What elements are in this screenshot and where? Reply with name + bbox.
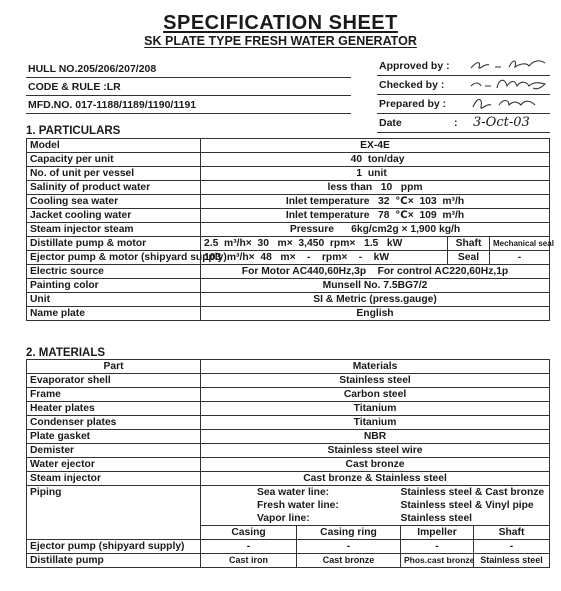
date-colon: : xyxy=(454,117,458,129)
piping-line-material: Stainless steel & Vinyl pipe xyxy=(401,499,550,512)
table-header-row xyxy=(27,360,550,374)
document-subtitle: SK PLATE TYPE FRESH WATER GENERATOR xyxy=(144,34,417,48)
piping-line-label: Fresh water line: xyxy=(201,499,401,512)
piping-line-material: Stainless steel & Cast bronze xyxy=(401,486,550,500)
hull-number: HULL NO.205/206/207/208 xyxy=(26,60,351,78)
part-label: Steam injector xyxy=(27,472,201,486)
date-label: Date xyxy=(379,117,402,129)
table-row xyxy=(27,499,550,512)
cooling-value: Inlet temperature 32 ℃× 103 m³/h xyxy=(201,195,550,209)
part-label: Frame xyxy=(27,388,201,402)
table-row xyxy=(27,153,550,167)
table-row xyxy=(27,251,550,265)
approved-signature-icon xyxy=(469,55,549,75)
prepared-row xyxy=(377,95,550,114)
piping-line-label: Vapor line: xyxy=(201,512,401,526)
steam-value: Pressure 6kg/cm2g × 1,900 kg/h xyxy=(201,223,550,237)
date-row xyxy=(377,114,550,133)
table-row xyxy=(27,167,550,181)
jacket-label: Jacket cooling water xyxy=(27,209,201,223)
materials-heading: 2. MATERIALS xyxy=(26,347,106,359)
piping-line-label: Sea water line: xyxy=(201,486,401,500)
pump-material-value: - xyxy=(474,540,550,554)
capacity-value: 40 ton/day xyxy=(201,153,550,167)
materials-table xyxy=(26,359,550,568)
table-row xyxy=(27,416,550,430)
distillate-value: 2.5 m³/h× 30 m× 3,450 rpm× 1.5 kW xyxy=(201,237,448,251)
table-row xyxy=(27,458,550,472)
table-row xyxy=(27,402,550,416)
table-row xyxy=(27,444,550,458)
prepared-signature-icon xyxy=(469,93,549,113)
nameplate-value: English xyxy=(201,307,550,321)
table-row xyxy=(27,293,550,307)
table-row xyxy=(27,512,550,526)
jacket-value: Inlet temperature 78 ℃× 109 m³/h xyxy=(201,209,550,223)
electric-label: Electric source xyxy=(27,265,201,279)
table-row xyxy=(27,181,550,195)
table-row xyxy=(27,472,550,486)
material-value: NBR xyxy=(201,430,550,444)
date-value: 3-Oct-03 xyxy=(473,115,530,130)
shaft-header: Shaft xyxy=(448,237,490,251)
table-row xyxy=(27,209,550,223)
model-value: EX-4E xyxy=(201,139,550,153)
materials-column-header: Materials xyxy=(201,360,550,374)
mfd-number: MFD.NO. 017-1188/1189/1190/1191 xyxy=(26,96,351,114)
table-row xyxy=(27,374,550,388)
pump-col-shaft: Shaft xyxy=(474,526,550,540)
part-label: Plate gasket xyxy=(27,430,201,444)
steam-label: Steam injector steam xyxy=(27,223,201,237)
distillate-pump-label: Distillate pump xyxy=(27,554,201,568)
pump-col-impeller: Impeller xyxy=(401,526,474,540)
seal-header: Seal xyxy=(448,251,490,265)
table-row xyxy=(27,486,550,500)
table-row xyxy=(27,279,550,293)
cooling-label: Cooling sea water xyxy=(27,195,201,209)
piping-label: Piping xyxy=(27,486,201,500)
table-row xyxy=(27,430,550,444)
document-title: SPECIFICATION SHEET xyxy=(163,12,398,34)
pump-col-casing-ring: Casing ring xyxy=(297,526,401,540)
capacity-label: Capacity per unit xyxy=(27,153,201,167)
approval-block xyxy=(377,57,550,133)
hull-info xyxy=(26,60,351,114)
unit-label: Unit xyxy=(27,293,201,307)
table-row xyxy=(27,195,550,209)
table-row xyxy=(27,307,550,321)
table-row xyxy=(27,388,550,402)
model-label: Model xyxy=(27,139,201,153)
units-label: No. of unit per vessel xyxy=(27,167,201,181)
part-label: Demister xyxy=(27,444,201,458)
code-rule: CODE & RULE :LR xyxy=(26,78,351,96)
pump-material-value: - xyxy=(401,540,474,554)
painting-label: Painting color xyxy=(27,279,201,293)
material-value: Carbon steel xyxy=(201,388,550,402)
checked-signature-icon xyxy=(469,74,549,94)
salinity-value: less than 10 ppm xyxy=(201,181,550,195)
pump-material-value: Stainless steel xyxy=(474,554,550,568)
material-value: Cast bronze & Stainless steel xyxy=(201,472,550,486)
salinity-label: Salinity of product water xyxy=(27,181,201,195)
piping-spacer xyxy=(27,499,201,512)
ejector-pump-label: Ejector pump (shipyard supply) xyxy=(27,540,201,554)
table-row xyxy=(27,223,550,237)
material-value: Cast bronze xyxy=(201,458,550,472)
piping-line-material: Stainless steel xyxy=(401,512,550,526)
table-row xyxy=(27,540,550,554)
ejector-value: 103 m³/h× 48 m× - rpm× - kW xyxy=(201,251,448,265)
pump-material-value: - xyxy=(201,540,297,554)
prepared-label: Prepared by : xyxy=(379,98,447,110)
distillate-label: Distillate pump & motor xyxy=(27,237,201,251)
table-row xyxy=(27,265,550,279)
table-row xyxy=(27,554,550,568)
approved-label: Approved by : xyxy=(379,60,450,72)
particulars-heading: 1. PARTICULARS xyxy=(26,125,121,137)
table-row xyxy=(27,237,550,251)
pump-col-casing: Casing xyxy=(201,526,297,540)
part-column-header: Part xyxy=(27,360,201,374)
pump-material-value: Cast iron xyxy=(201,554,297,568)
electric-value: For Motor AC440,60Hz,3p For control AC220,60Hz,1p xyxy=(201,265,550,279)
checked-label: Checked by : xyxy=(379,79,445,91)
material-value: Titanium xyxy=(201,402,550,416)
part-label: Condenser plates xyxy=(27,416,201,430)
nameplate-label: Name plate xyxy=(27,307,201,321)
material-value: Stainless steel xyxy=(201,374,550,388)
piping-spacer xyxy=(27,512,201,526)
particulars-table xyxy=(26,138,554,321)
pump-material-value: Cast bronze xyxy=(297,554,401,568)
painting-value: Munsell No. 7.5BG7/2 xyxy=(201,279,550,293)
mechanical-seal-value: Mechanical seal xyxy=(490,237,550,251)
piping-spacer xyxy=(27,526,201,540)
ejector-label: Ejector pump & motor (shipyard supply) xyxy=(27,251,201,265)
part-label: Water ejector xyxy=(27,458,201,472)
pump-material-value: - xyxy=(297,540,401,554)
material-value: Stainless steel wire xyxy=(201,444,550,458)
part-label: Heater plates xyxy=(27,402,201,416)
pump-material-value: Phos.cast bronze xyxy=(401,554,474,568)
ejector-seal-value: - xyxy=(490,251,550,265)
table-row xyxy=(27,526,550,540)
part-label: Evaporator shell xyxy=(27,374,201,388)
table-row xyxy=(27,139,550,153)
units-value: 1 unit xyxy=(201,167,550,181)
unit-value: SI & Metric (press.gauge) xyxy=(201,293,550,307)
material-value: Titanium xyxy=(201,416,550,430)
